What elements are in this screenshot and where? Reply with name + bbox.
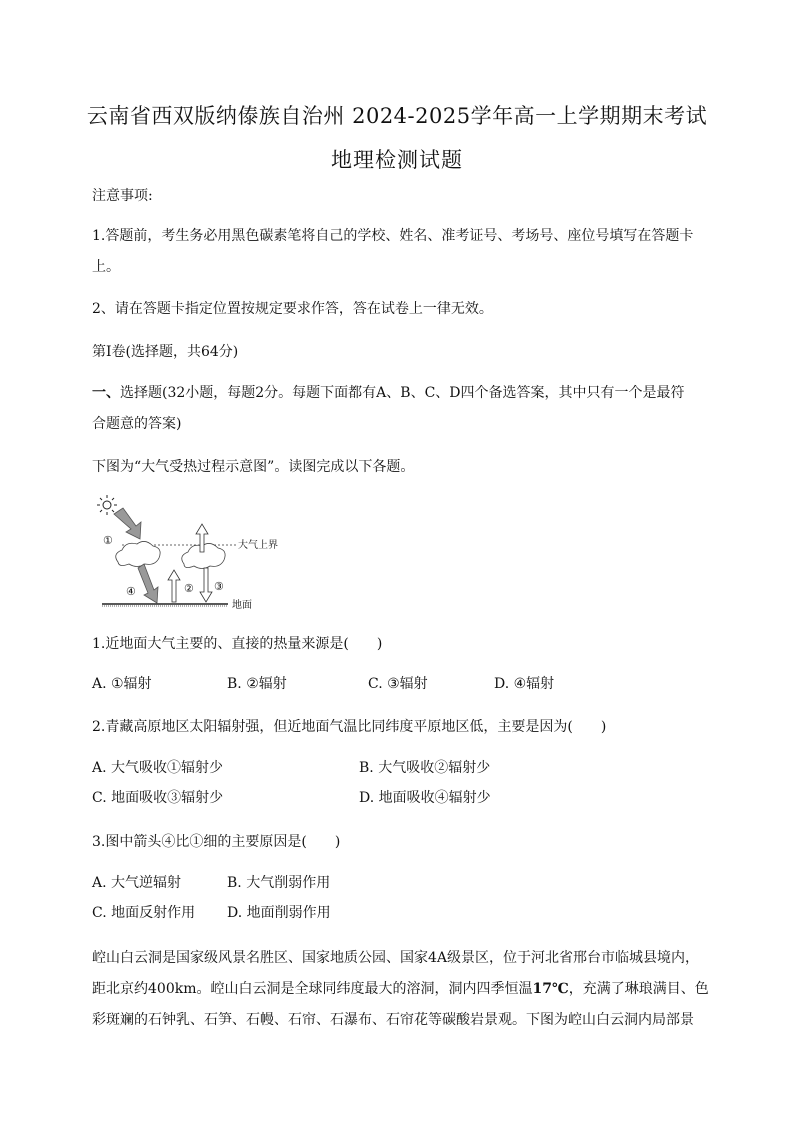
- figure-intro: 下图为“大气受热过程示意图”。读图完成以下各题。: [92, 459, 415, 475]
- exam-subtitle: 地理检测试题: [331, 148, 463, 172]
- sun-icon: [97, 495, 117, 515]
- passage-line-3: 彩斑斓的石钟乳、石笋、石幔、石帘、石瀑布、石帘花等碳酸岩景观。下图为崆山白云洞内局部景: [92, 1012, 694, 1028]
- atmosphere-top-label: 大气上界: [238, 540, 278, 551]
- arrow-3-counter-radiation: [200, 568, 212, 602]
- mark-3: ③: [214, 580, 224, 593]
- notes-item-1: 1.答题前，考生务必用黑色碳素笔将自己的学校、姓名、准考证号、考场号、座位号填写在答题卡: [92, 228, 694, 244]
- section-instructions: 选择题(32小题，每题2分。每题下面都有A、B、C、D四个备选答案，其中只有一个是最符: [120, 385, 685, 401]
- question-1-option-a: A. ①辐射: [92, 676, 152, 692]
- mark-1: ①: [103, 534, 113, 547]
- arrow-2-ground-radiation: [168, 570, 180, 602]
- question-3-option-c: C. 地面反射作用: [92, 905, 196, 921]
- mark-2: ②: [184, 582, 194, 595]
- question-2-option-c: C. 地面吸收③辐射少: [92, 790, 224, 806]
- question-1-option-b: B. ②辐射: [227, 676, 287, 692]
- question-1-stem: 1.近地面大气主要的、直接的热量来源是( ): [92, 636, 383, 652]
- ground-label: 地面: [232, 600, 252, 611]
- part-heading: 第Ⅰ卷(选择题，共64分): [92, 344, 239, 360]
- question-1-option-d: D. ④辐射: [494, 676, 555, 692]
- atmosphere-heating-diagram: [96, 492, 286, 617]
- question-2-option-a: A. 大气吸收①辐射少: [92, 760, 224, 776]
- question-3-option-b: B. 大气削弱作用: [227, 875, 331, 891]
- section-instructions-cont: 合题意的答案): [92, 416, 182, 432]
- question-3-option-d: D. 地面削弱作用: [227, 905, 331, 921]
- section-heading: [92, 377, 712, 409]
- exam-title: 云南省西双版纳傣族自治州 2024-2025学年高一上学期期末考试: [86, 104, 708, 128]
- notes-heading: 注意事项:: [92, 188, 153, 204]
- passage-line-2-a: 距北京约400km。崆山白云洞是全球同纬度最大的溶洞，洞内四季恒温: [92, 981, 533, 997]
- passage-line-2-c: ，充满了琳琅满目、色: [568, 981, 709, 997]
- question-1-option-c: C. ③辐射: [368, 676, 428, 692]
- notes-item-1-cont: 上。: [92, 259, 120, 275]
- question-2-option-b: B. 大气吸收②辐射少: [359, 760, 491, 776]
- question-3-option-a: A. 大气逆辐射: [92, 875, 182, 891]
- question-2-stem: 2.青藏高原地区太阳辐射强，但近地面气温比同纬度平原地区低，主要是因为( ): [92, 719, 607, 735]
- section-number: 一、: [92, 385, 120, 401]
- arrow-4-surface-radiation: [138, 564, 158, 603]
- mark-4: ④: [126, 585, 136, 598]
- arrow-1-solar-radiation: [114, 508, 141, 539]
- question-2-option-d: D. 地面吸收④辐射少: [359, 790, 491, 806]
- question-3-stem: 3.图中箭头④比①细的主要原因是( ): [92, 834, 341, 850]
- passage-line-2: [92, 973, 717, 1005]
- passage-line-1: 崆山白云洞是国家级风景名胜区、国家地质公园、国家4A级景区，位于河北省邢台市临城县境内，: [92, 950, 700, 966]
- passage-temperature: 17℃: [532, 981, 569, 997]
- notes-item-2: 2、请在答题卡指定位置按规定要求作答，答在试卷上一律无效。: [92, 301, 493, 317]
